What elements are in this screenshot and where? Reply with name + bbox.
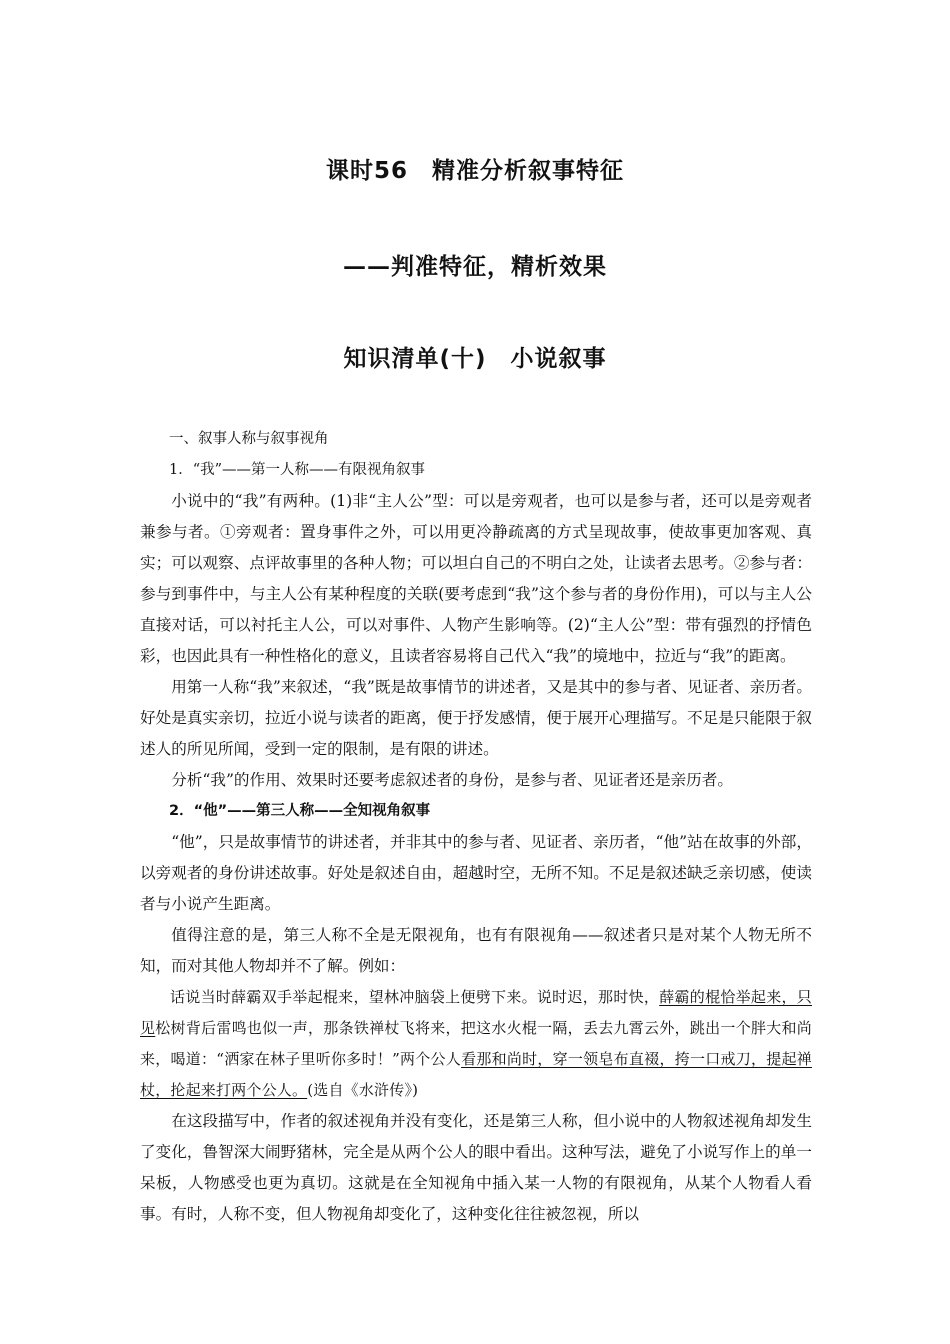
quote-underlined: 看那和尚时，穿一领皂布直裰，挎一口戒刀，提起禅杖，抡起来打两个公人。 <box>140 1050 812 1099</box>
quote-text: 话说当时薛霸双手举起棍来，望林冲脑袋上便劈下来。说时迟，那时快， <box>170 988 660 1006</box>
paragraph: 分析“我”的作用、效果时还要考虑叙述者的身份，是参与者、见证者还是亲历者。 <box>171 771 733 789</box>
paragraph: 小说中的“我”有两种。(1)非“主人公”型：可以是旁观者，也可以是参与者，还可以是旁观者兼参与者。①旁观者：置身事件之外，可以用更冷静疏离的方式呈现故事，使故事更加客观、真实；可以观察、点评故事里的各种人物；可以坦白自己的不明白之处，让读者去思考。②参与者：参与到事件中，与主人公有某种程度的关联(要考虑到“我”这个参与者的身份作用)，可以与主人公直接对话，可以衬托主人公，可以对事件、人物产生影响等。(2)“主人公”型：带有强烈的抒情色彩，也因此具有一种性格化的意义，且读者容易将自己代入“我”的境地中，拉近与“我”的距离。 <box>140 492 812 665</box>
subsection-title-1: 1．“我”——第一人称——有限视角叙事 <box>169 462 426 478</box>
section-title-1: 一、叙事人称与叙事视角 <box>169 431 329 447</box>
document-body <box>140 424 812 1230</box>
page-title: 课时56 精准分析叙事特征 <box>325 158 624 184</box>
paragraph: “他”，只是故事情节的讲述者，并非其中的参与者、见证者、亲历者，“他”站在故事的外部，以旁观者的身份讲述故事。好处是叙述自由，超越时空，无所不知。不足是叙述缺乏亲切感，使读者与小说产生距离。 <box>140 833 812 913</box>
subsection-title-2: 2．“他”——第三人称——全知视角叙事 <box>169 803 431 819</box>
quote-text: 松树背后雷鸣也似一声，那条铁禅杖飞将来，把这水火棍一隔，丢去九霄云外，跳出一个胖大和尚来，喝道：“洒家在林子里听你多时！”两个公人 <box>140 1019 812 1068</box>
section-heading: 知识清单(十) 小说叙事 <box>343 346 607 372</box>
paragraph: 值得注意的是，第三人称不全是无限视角，也有有限视角——叙述者只是对某个人物无所不知，而对其他人物却并不了解。例如： <box>140 926 812 975</box>
paragraph: 在这段描写中，作者的叙述视角并没有变化，还是第三人称，但小说中的人物叙述视角却发生了变化，鲁智深大闹野猪林，完全是从两个公人的眼中看出。这种写法，避免了小说写作上的单一呆板，人物感受也更为真切。这就是在全知视角中插入某一人物的有限视角，从某个人物看人看事。有时，人称不变，但人物视角却变化了，这种变化往往被忽视，所以 <box>140 1112 812 1223</box>
quote-source: (选自《水浒传》) <box>307 1081 419 1099</box>
quoted-excerpt <box>140 982 812 1106</box>
paragraph: 用第一人称“我”来叙述，“我”既是故事情节的讲述者，又是其中的参与者、见证者、亲历者。好处是真实亲切，拉近小说与读者的距离，便于抒发感情，便于展开心理描写。不足是只能限于叙述人的所见所闻，受到一定的限制，是有限的讲述。 <box>140 678 812 758</box>
quote-underlined: 薛霸的棍恰举起来，只见 <box>140 988 812 1037</box>
page-subtitle: ——判准特征，精析效果 <box>343 253 607 280</box>
